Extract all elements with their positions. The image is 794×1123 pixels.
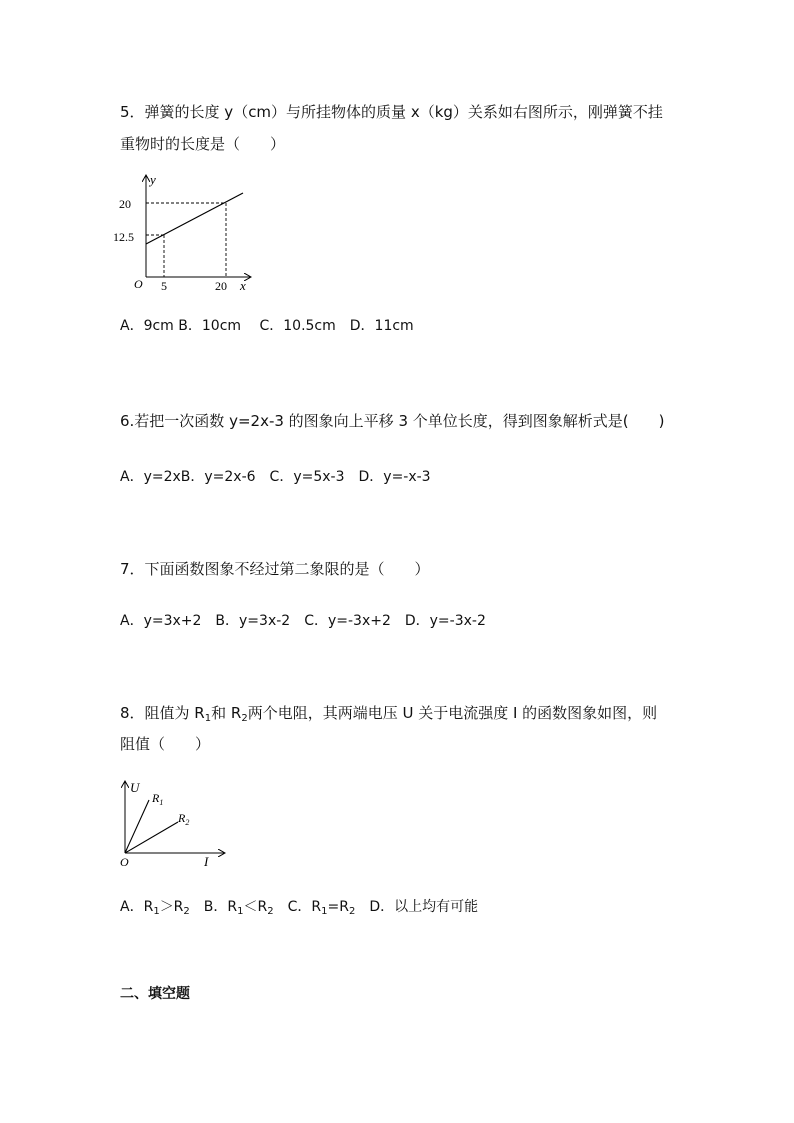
q6-options: A．y=2xB．y=2x-6 C．y=5x-3 D．y=-x-3 (120, 469, 431, 485)
q8-origin-label: O (120, 855, 129, 869)
q5-tick-x5: 5 (161, 279, 167, 293)
q8-text-line2: 阻值（ ） (120, 735, 211, 753)
q7-question: 7．下面函数图象不经过第二象限的是（ ） (120, 560, 430, 578)
section2-title: 二、填空题 (120, 986, 190, 1002)
q8-i-label: I (204, 854, 209, 869)
q8-options: A．$R_1>R_2$ B．$R_1<R_2$ C．$R_1=R_2$ D．以上均有可能 (120, 899, 479, 917)
q8-text-line1: 8．阻值为 $R_1$和 $R_2$两个电阻，其两端电压 U 关于电流强度 I 的函数图象如图，则 (120, 704, 658, 724)
q8-resistance-graph (112, 778, 232, 870)
q5-spring-graph (110, 170, 260, 295)
q5-origin-label: O (134, 277, 143, 291)
q5-tick-y20: 20 (119, 197, 131, 211)
q7-options: A．y=3x+2 B．y=3x-2 C．y=-3x+2 D．y=-3x-2 (120, 613, 486, 629)
q5-text-line2: 重物时的长度是（ ） (120, 135, 286, 153)
q8-r1-label: $R_1$ (152, 791, 164, 807)
q5-options: A．9cm B．10cm C．10.5cm D．11cm (120, 318, 414, 334)
q8-u-label: U (130, 780, 140, 795)
q6-question: 6.若把一次函数 y=2x-3 的图象向上平移 3 个单位长度，得到图象解析式是( ) (120, 412, 665, 430)
q8-r1-line (125, 800, 149, 853)
q5-x-label: x (240, 278, 246, 293)
q8-r2-label: $R_2$ (178, 811, 190, 827)
q5-tick-y12-5: 12.5 (113, 230, 134, 244)
q5-y-label: y (150, 172, 156, 187)
q5-tick-x20: 20 (215, 279, 227, 293)
q5-text-line1: 5．弹簧的长度 y（cm）与所挂物体的质量 x（kg）关系如右图所示，刚弹簧不挂 (120, 103, 663, 121)
q5-function-line (146, 193, 243, 244)
q8-r2-line (125, 822, 178, 853)
